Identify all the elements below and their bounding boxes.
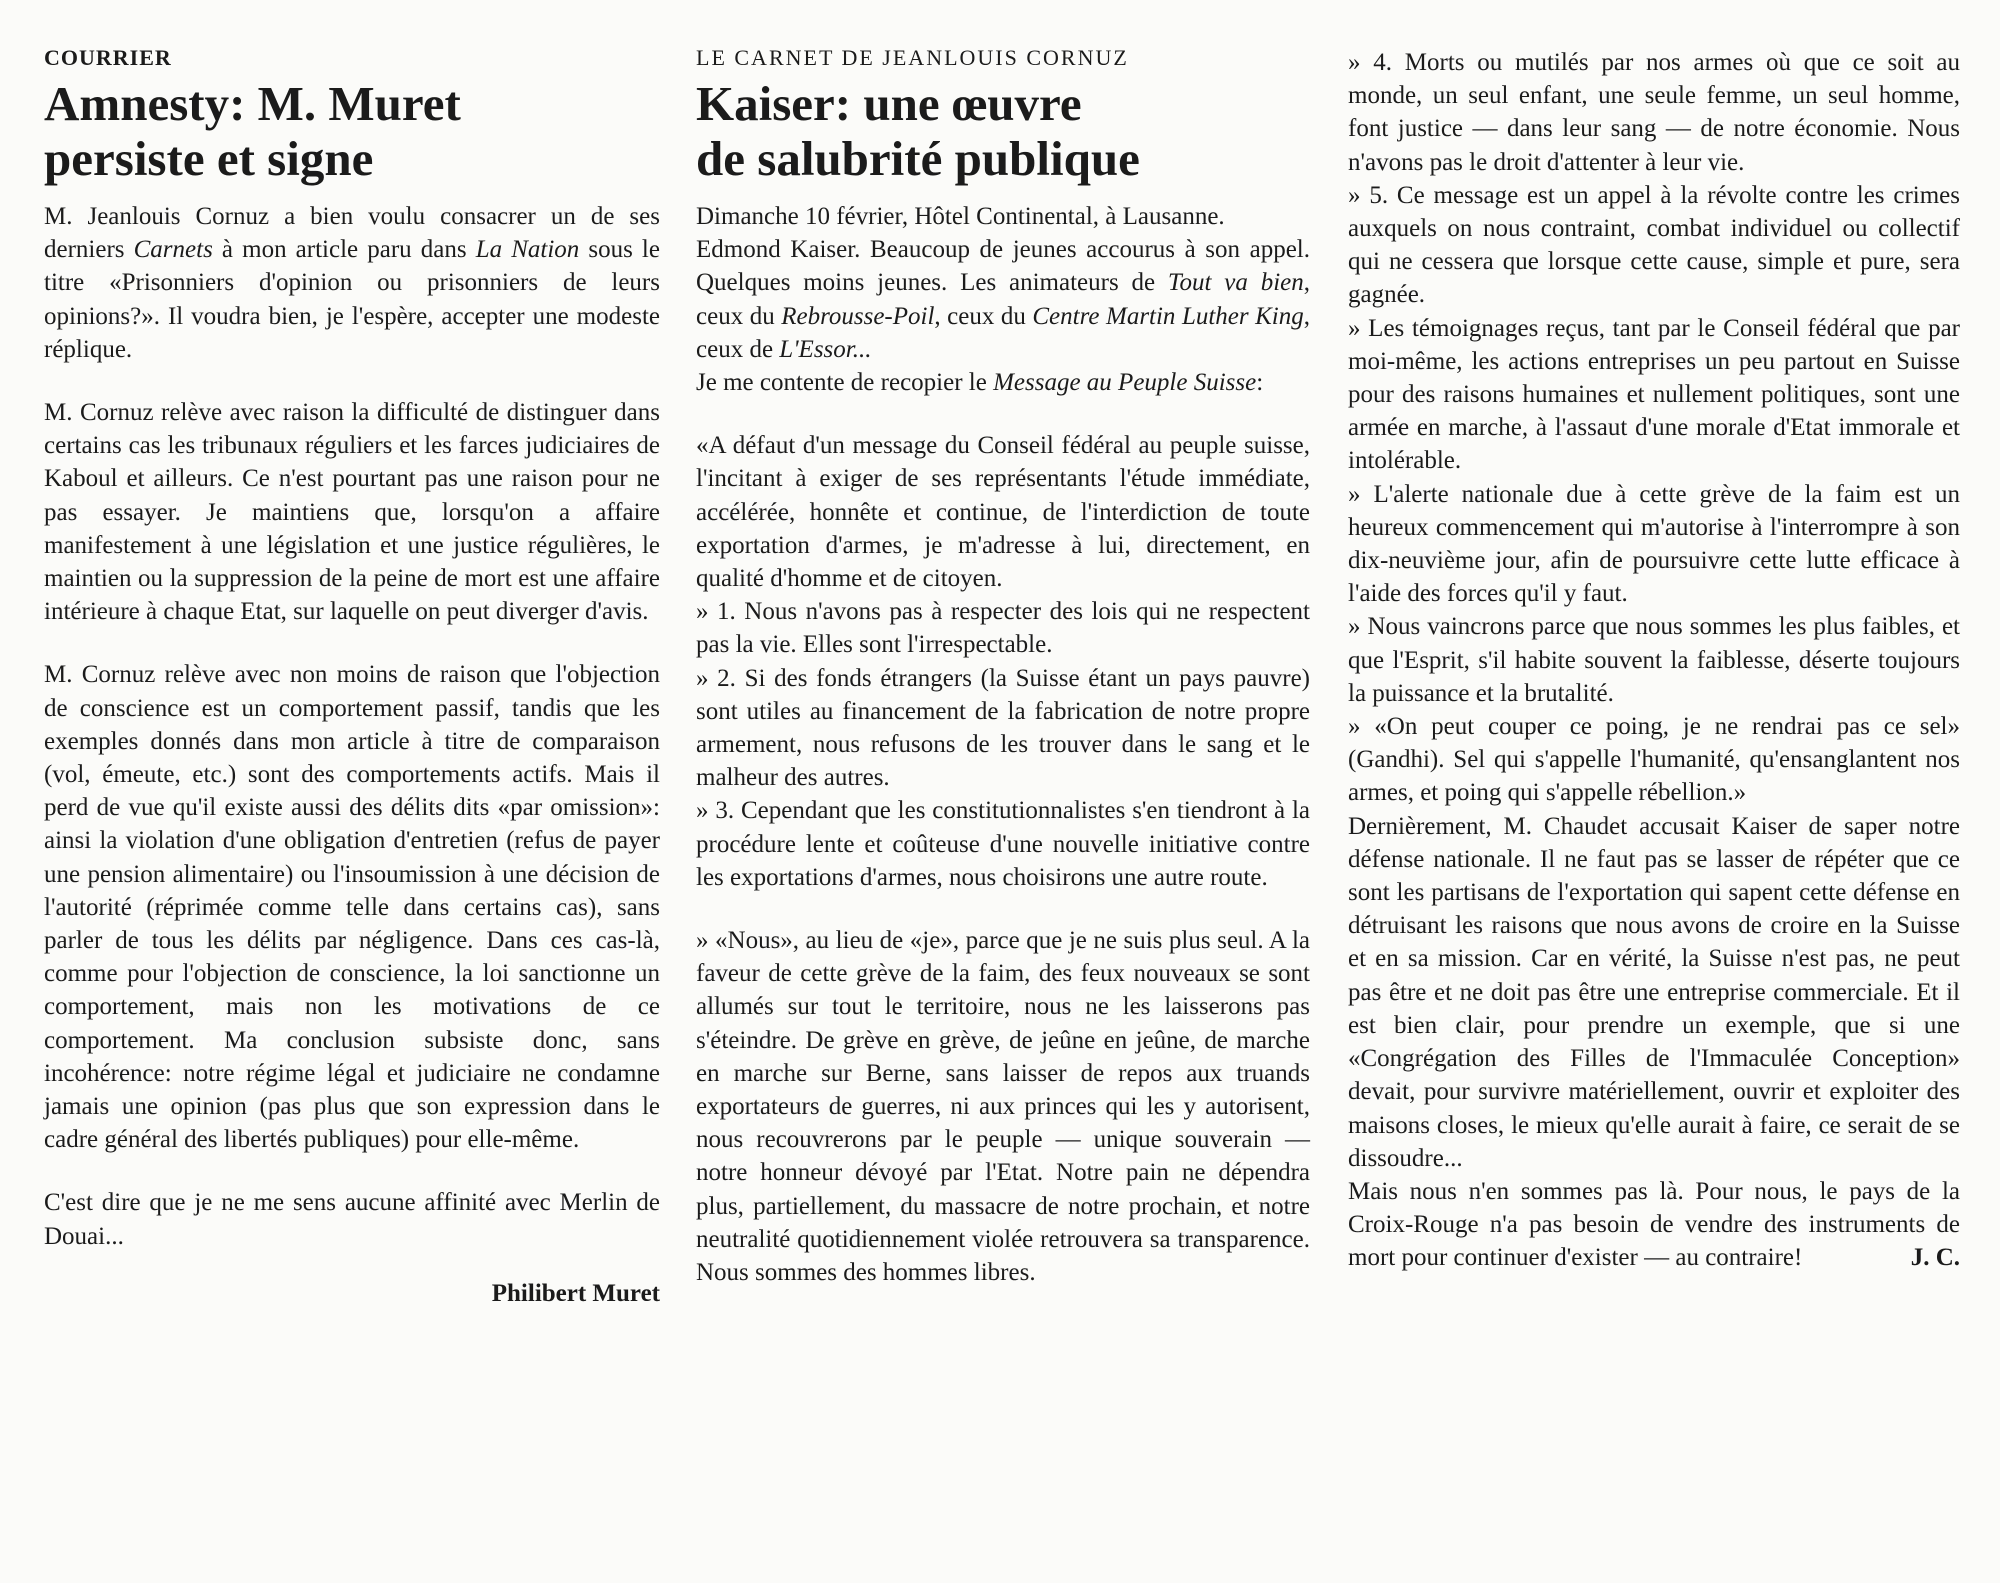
article-carnet-continued	[1348, 46, 1960, 1275]
text-run: Edmond Kaiser. Beaucoup de jeunes accourus à son appel. Quelques moins jeunes. Les animateurs de	[696, 236, 1310, 297]
section-kicker: COURRIER	[44, 45, 172, 70]
text-run: Mais nous n'en sommes pas là. Pour nous, le pays de la Croix-Rouge n'a pas besoin de vendre des instruments de mort pour continuer d'exister — au contraire!	[1348, 1177, 1960, 1272]
paragraph	[44, 200, 660, 366]
text-run: sous le titre «Prisonniers d'opinion ou prisonniers de leurs opinions?». Il voudra bien, je l'espère, accepter une modeste réplique.	[44, 236, 660, 363]
paragraph: » 1. Nous n'avons pas à respecter des lois qui ne respectent pas la vie. Elles sont l'irrespectable.	[696, 598, 1310, 659]
article-headline	[44, 76, 660, 186]
paragraph: » 2. Si des fonds étrangers (la Suisse étant un pays pauvre) sont utiles au financement de la fabrication de notre propre armement, nous refusons de les trouver dans le sang et le malheur des autres.	[696, 664, 1310, 792]
headline-line: Kaiser: une œuvre	[696, 76, 1082, 131]
paragraph: » 5. Ce message est un appel à la révolte contre les crimes auxquels on nous contraint, combat individuel ou collectif qui ne cessera que lorsque cette cause, simple et pure, sera gagnée.	[1348, 181, 1960, 309]
paragraph: » «Nous», au lieu de «je», parce que je ne suis plus seul. A la faveur de cette grève de la faim, des feux nouveaux se sont allumés sur tout le territoire, nous ne les laisserons pas s'éteindre. De grève en grève, de jeûne en jeûne, de marche en marche sur Berne, sans laisser de repos aux truands exportateurs de guerres, ni aux princes qui les y autorisent, nous recouvrerons par le peuple — unique souverain — notre honneur dévoyé par l'Etat. Notre pain ne dépendra plus, partiellement, du massacre de notre prochain, et notre neutralité quotidiennement violée retrouvera sa transparence. Nous sommes des hommes libres.	[696, 927, 1310, 1287]
text-run: M. Jeanlouis Cornuz a bien voulu consacrer un de ses derniers	[44, 203, 660, 264]
paragraph: M. Cornuz relève avec raison la difficulté de distinguer dans certains cas les tribunaux réguliers et les farces judiciaires de Kaboul et ailleurs. Ce n'est pourtant pas une raison pour ne pas essayer. Je maintiens que, lorsqu'on a affaire manifestement à une législation et une justice régulières, le maintien ou la suppression de la peine de mort est une affaire intérieure à chaque Etat, sur laquelle on peut diverger d'avis.	[44, 399, 660, 626]
article-carnet	[696, 44, 1310, 1289]
italic-title: L'Essor...	[779, 335, 872, 363]
paragraph: » 4. Morts ou mutilés par nos armes où que ce soit au monde, un seul enfant, une seule femme, un seul homme, font justice — dans leur sang — de notre économie. Nous n'avons pas le droit d'attenter à leur vie.	[1348, 49, 1960, 176]
headline-line: de salubrité publique	[696, 131, 1140, 186]
paragraph: Dimanche 10 février, Hôtel Continental, à Lausanne.	[696, 203, 1225, 230]
text-run: , ceux du	[696, 269, 1310, 330]
text-run: à mon article paru dans	[212, 236, 476, 264]
text-run: :	[1256, 369, 1264, 397]
paragraph: » Nous vaincrons parce que nous sommes les plus faibles, et que l'Esprit, s'il habite souvent la faiblesse, déserte toujours la puissance et la brutalité.	[1348, 613, 1960, 707]
paragraph: » Les témoignages reçus, tant par le Conseil fédéral que par moi-même, les actions entreprises un peu partout en Suisse pour des raisons humaines et nullement politiques, sont une armée en marche, à l'assaut d'une morale d'Etat immorale et intolérable.	[1348, 314, 1960, 475]
paragraph: » «On peut couper ce poing, je ne rendrai pas ce sel» (Gandhi). Sel qui s'appelle l'humanité, qu'ensanglantent nos armes, et poing qui s'appelle rébellion.»	[1348, 713, 1960, 807]
italic-title: Tout va bien	[1167, 269, 1304, 297]
text-run: , ceux du	[934, 302, 1033, 330]
author-initials: J. C.	[1910, 1244, 1960, 1272]
paragraph: M. Cornuz relève avec non moins de raison que l'objection de conscience est un comportement passif, tandis que les exemples donnés dans mon article à titre de comparaison (vol, émeute, etc.) sont des comportements actifs. Mais il perd de vue qu'il existe aussi des délits dits «par omission»: ainsi la violation d'une obligation d'entretien (refus de payer une pension alimentaire) ou l'insoumission à une décision de l'autorité (réprimée comme telle dans certains cas), sans parler de tous les délits par négligence. Dans ces cas-là, comme pour l'objection de conscience, la loi sanctionne un comportement, mais non les motivations de ce comportement. Ma conclusion subsiste donc, sans incohérence: notre régime légal et judiciaire ne condamne jamais une opinion (pas plus que son expression dans le cadre général des libertés publiques) pour elle-même.	[44, 661, 660, 1154]
paragraph	[696, 366, 1310, 399]
italic-title: La Nation	[475, 236, 580, 264]
article-headline	[696, 76, 1310, 186]
paragraph: » L'alerte nationale due à cette grève de la faim est un heureux commencement qui m'autorise à l'interrompre à son dix-neuvième jour, afin de poursuivre cette lutte efficace à l'aide des forces qu'il y faut.	[1348, 480, 1960, 608]
headline-line: persiste et signe	[44, 131, 374, 186]
italic-title: Centre Martin Luther King	[1032, 302, 1304, 330]
text-run: Je me contente de recopier le	[696, 369, 994, 397]
paragraph: «A défaut d'un message du Conseil fédéral au peuple suisse, l'incitant à exiger de ses représentants l'étude immédiate, accélérée, honnête et continue, de l'interdiction de toute exportation d'armes, je m'adresse à lui, directement, en qualité d'homme et de citoyen.	[696, 432, 1310, 593]
italic-title: Message au Peuple Suisse	[993, 369, 1257, 397]
paragraph: C'est dire que je ne me sens aucune affinité avec Merlin de Douai...	[44, 1189, 660, 1250]
headline-line: Amnesty: M. Muret	[44, 76, 461, 131]
paragraph: Dernièrement, M. Chaudet accusait Kaiser de saper notre défense nationale. Il ne faut pas se lasser de répéter que ce sont les partisans de l'exportation qui sapent cette défense en détruisant les raisons que nous avons de croire en la Suisse et en sa mission. Car en vérité, la Suisse n'est pas, ne peut pas être et ne doit pas être une entreprise commerciale. Et il est bien clair, pour prendre un exemple, que si une «Congrégation des Filles de l'Immaculée Conception» devait, pour survivre matériellement, ouvrir et exploiter des maisons closes, le mieux qu'elle aurait à faire, ce serait de se dissoudre...	[1348, 812, 1960, 1172]
paragraph	[1348, 1175, 1960, 1275]
paragraph: » 3. Cependant que les constitutionnalistes s'en tiendront à la procédure lente et coûteuse d'une nouvelle initiative contre les exportations d'armes, nous choisirons une autre route.	[696, 797, 1310, 891]
section-kicker: LE CARNET DE JEANLOUIS CORNUZ	[696, 45, 1129, 70]
article-courrier	[44, 44, 660, 1310]
author-signature: Philibert Muret	[491, 1279, 660, 1307]
italic-title: Carnets	[133, 236, 213, 264]
paragraph	[696, 233, 1310, 366]
italic-title: Rebrousse-Poil	[781, 302, 935, 330]
text-run: , ceux de	[696, 302, 1310, 363]
